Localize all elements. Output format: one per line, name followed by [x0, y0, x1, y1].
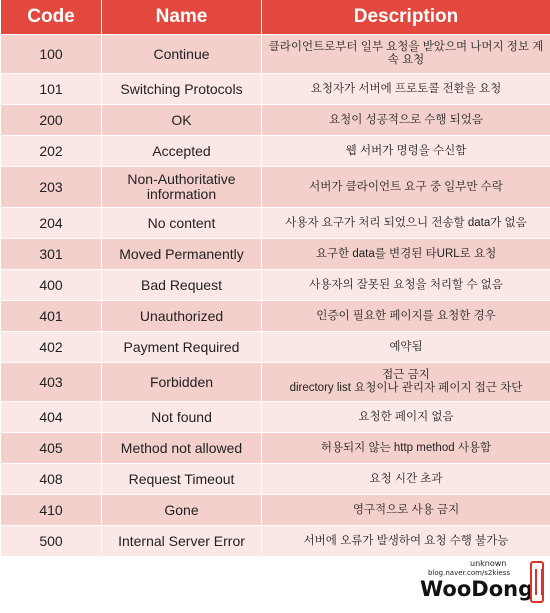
watermark-tagline: unknown	[470, 559, 507, 568]
cell-name: Gone	[102, 495, 262, 526]
table-row	[1, 74, 550, 105]
cell-code: 101	[1, 74, 102, 105]
cell-name: Payment Required	[102, 332, 262, 363]
cell-code: 202	[1, 136, 102, 167]
header-description: Description	[262, 0, 550, 35]
cell-description: 서버가 클라이언트 요구 중 일부만 수락	[262, 167, 550, 208]
table-row	[1, 332, 550, 363]
header-name: Name	[102, 0, 262, 35]
table-row	[1, 167, 550, 208]
cell-description: 웹 서버가 명령을 수신함	[262, 136, 550, 167]
header-row	[1, 0, 550, 35]
author-watermark	[420, 559, 544, 609]
cell-code: 204	[1, 208, 102, 239]
cell-description: 클라이언트로부터 일부 요청을 받았으며 나머지 정보 계속 요청	[262, 35, 550, 74]
cell-description: 서버에 오류가 발생하여 요청 수행 불가능	[262, 526, 550, 557]
table-row	[1, 270, 550, 301]
cell-code: 400	[1, 270, 102, 301]
cell-code: 410	[1, 495, 102, 526]
table-row	[1, 301, 550, 332]
cell-code: 301	[1, 239, 102, 270]
cell-code: 408	[1, 464, 102, 495]
cell-name: Method not allowed	[102, 433, 262, 464]
cell-code: 404	[1, 402, 102, 433]
cell-name: OK	[102, 105, 262, 136]
cell-description: 예약됨	[262, 332, 550, 363]
cell-name: Forbidden	[102, 363, 262, 402]
cell-description: 사용자의 잘못된 요청을 처리할 수 없음	[262, 270, 550, 301]
cell-code: 403	[1, 363, 102, 402]
cell-description: 영구적으로 사용 금지	[262, 495, 550, 526]
cell-name: Continue	[102, 35, 262, 74]
cell-description: 인증이 필요한 페이지를 요청한 경우	[262, 301, 550, 332]
cell-code: 401	[1, 301, 102, 332]
table-row	[1, 105, 550, 136]
cell-description: 요청한 페이지 없음	[262, 402, 550, 433]
seal-stamp-icon	[530, 561, 544, 603]
watermark-author-name: WooDong	[420, 577, 534, 601]
cell-name: Unauthorized	[102, 301, 262, 332]
cell-code: 203	[1, 167, 102, 208]
header-code: Code	[1, 0, 102, 35]
cell-description: 접근 금지 directory list 요청이나 관리자 페이지 접근 차단	[262, 363, 550, 402]
cell-description: 사용자 요구가 처리 되었으니 전송할 data가 없음	[262, 208, 550, 239]
table-header	[1, 0, 550, 35]
cell-name: Non-Authoritative information	[102, 167, 262, 208]
table-row	[1, 526, 550, 557]
table-row	[1, 208, 550, 239]
cell-name: Internal Server Error	[102, 526, 262, 557]
cell-code: 200	[1, 105, 102, 136]
cell-name: No content	[102, 208, 262, 239]
cell-name: Not found	[102, 402, 262, 433]
cell-name: Moved Permanently	[102, 239, 262, 270]
table-row	[1, 363, 550, 402]
cell-code: 500	[1, 526, 102, 557]
cell-description: 요구한 data를 변경된 타URL로 요청	[262, 239, 550, 270]
table-row	[1, 464, 550, 495]
cell-code: 405	[1, 433, 102, 464]
cell-name: Request Timeout	[102, 464, 262, 495]
table-row	[1, 402, 550, 433]
table-row	[1, 433, 550, 464]
table-row	[1, 239, 550, 270]
cell-description: 요청이 성공적으로 수행 되었음	[262, 105, 550, 136]
cell-name: Bad Request	[102, 270, 262, 301]
watermark-blog-url: blog.naver.com/s2kiess	[428, 569, 510, 577]
cell-description: 허용되지 않는 http method 사용함	[262, 433, 550, 464]
table-row	[1, 495, 550, 526]
cell-code: 402	[1, 332, 102, 363]
table-row	[1, 35, 550, 74]
table-row	[1, 136, 550, 167]
cell-description: 요청자가 서버에 프로토콜 전환을 요청	[262, 74, 550, 105]
cell-name: Switching Protocols	[102, 74, 262, 105]
cell-name: Accepted	[102, 136, 262, 167]
table-body	[1, 35, 550, 557]
cell-description: 요청 시간 초과	[262, 464, 550, 495]
cell-code: 100	[1, 35, 102, 74]
